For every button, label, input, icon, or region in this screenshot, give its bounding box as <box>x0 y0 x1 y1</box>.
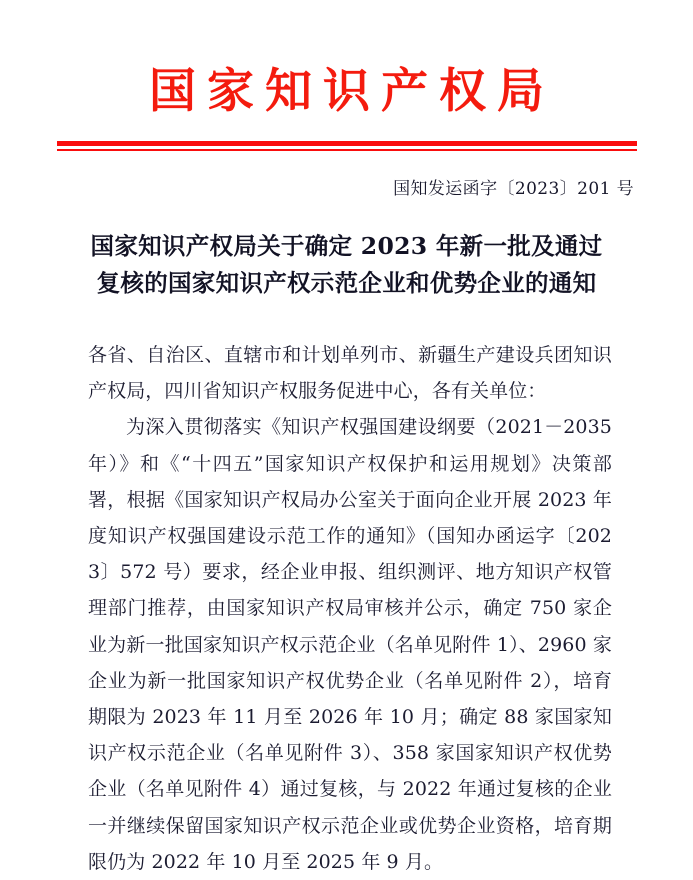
masthead <box>0 64 693 119</box>
issuing-authority-header: 国家知识产权局 <box>149 64 555 119</box>
document-number: 国知发运函字〔2023〕201 号 <box>393 179 634 199</box>
document-body <box>88 337 612 880</box>
document-title-line-2: 复核的国家知识产权示范企业和优势企业的通知 <box>96 269 597 297</box>
body-paragraph-1: 为深入贯彻落实《知识产权强国建设纲要（2021－2035 年）》和《“十四五”国家知识产权保护和运用规划》决策部署，根据《国家知识产权局办公室关于面向企业开展 2023 年度知识产权强国建设示范工作的通知》（国知办函运字〔2023〕572 号）要求，经企业申报、组织测评、地方知识产权管理部门推荐，由国家知识产权局审核并公示，确定 750 家企业为新一批国家知识产权示范企业（名单见附件 1）、2960 家企业为新一批国家知识产权优势企业（名单见附件 2），培育期限为 2023 年 11 月至 2026 年 10 月；确定 88 家国家知识产权示范企业（名单见附件 3）、358 家国家知识产权优势企业（名单见附件 4）通过复核，与 2022 年通过复核的企业一并继续保留国家知识产权示范企业或优势企业资格，培育期限仍为 2022 年 10 月至 2025 年 9 月。 <box>88 416 612 873</box>
addressee-paragraph: 各省、自治区、直辖市和计划单列市、新疆生产建设兵团知识产权局，四川省知识产权服务促进中心，各有关单位： <box>88 344 612 403</box>
divider-thin-line <box>57 149 637 151</box>
document-title-line-1: 国家知识产权局关于确定 2023 年新一批及通过 <box>90 232 603 260</box>
document-title <box>0 228 693 302</box>
masthead-divider <box>57 141 637 151</box>
